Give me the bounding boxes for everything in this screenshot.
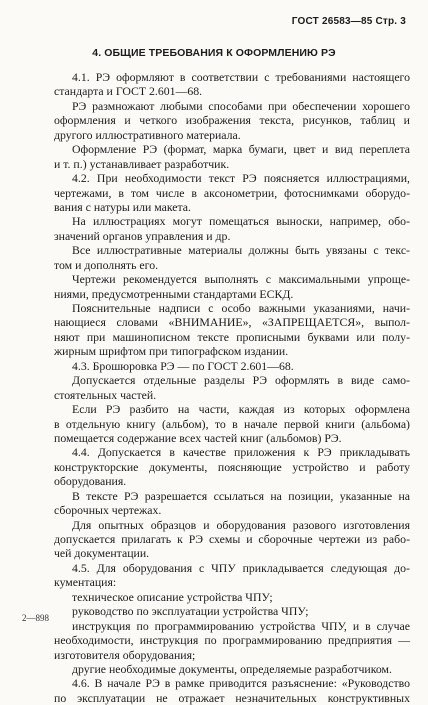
text-line: помещается содержание всех частей книг (альбомов) РЭ. [54,430,342,445]
text-line: вания с натуры или макета. [54,199,191,214]
text-line: 4.3. Брошюровка РЭ — по ГОСТ 2.601—68. [72,358,294,373]
text-line: В тексте РЭ разрешается ссылаться на позиции, указанные на [72,488,410,503]
text-line: чертежами, в том числе в аксонометрии, фотоснимками оборудо- [54,185,410,200]
text-line: оформления и четкого изображения текста, рисунков, таблиц и [54,113,410,128]
text-line: необходимости, инструкция по программированию предприятия — [54,633,410,648]
text-line: Для опытных образцов и оборудования разового изготовления [72,517,410,532]
text-line: другие необходимые документы, определяемые разработчиком. [72,661,392,676]
text-line: в отдельную книгу (альбом), то в начале первой книги (альбома) [54,416,410,431]
text-line: 4.2. При необходимости текст РЭ поясняется иллюстрациями, [72,171,410,186]
text-line: стандарта и ГОСТ 2.601—68. [54,84,203,99]
text-line: том и дополнять его. [54,257,159,272]
text-line: изготовителя оборудования; [54,647,196,662]
signature-mark: 2—898 [22,613,49,623]
body-text [54,70,410,705]
text-line: Допускается отдельные разделы РЭ оформлять в виде само- [72,373,410,388]
text-line: значений органов управления и др. [54,228,231,243]
text-line: техническое описание устройства ЧПУ; [72,589,273,604]
text-line: Если РЭ разбито на части, каждая из которых оформлена [72,402,410,417]
section-title: 4. ОБЩИЕ ТРЕБОВАНИЯ К ОФОРМЛЕНИЮ РЭ [92,47,336,59]
text-line: На иллюстрациях могут помещаться выноски, например, обо- [72,214,410,229]
text-line: чей документации. [54,546,150,561]
text-line: конструкторские документы, поясняющие устройство и работу [54,459,410,474]
text-line: по эксплуатации не отражает незначительных конструктивных [54,690,410,705]
text-line: Оформление РЭ (формат, марка бумаги, цвет и вид переплета [72,142,410,157]
text-line: оборудования. [54,474,127,489]
text-line: и т. п.) устанавливает разработчик. [54,156,230,171]
text-line: допускается прилагать к РЭ схемы и сборочные чертежи из рабо- [54,532,410,546]
text-line: Пояснительные надписи с особо важными указаниями, начи- [72,301,410,315]
text-line: няют при машинописном тексте прописными буквами или полу- [54,329,410,344]
text-line: 4.4. Допускается в качестве приложения к РЭ прикладывать [72,445,410,460]
text-line: другого иллюстративного материала. [54,127,241,142]
text-line: кументация: [54,575,117,590]
page-header: ГОСТ 26583—85 Стр. 3 [291,16,406,27]
text-line: ниями, предусмотренными стандартами ЕСКД. [54,286,294,301]
text-line: РЭ размножают любыми способами при обеспечении хорошего [72,98,410,113]
text-line: инструкция по программированию устройства ЧПУ, и в случае [72,618,410,633]
text-line: Все иллюстративные материалы должны быть увязаны с текс- [72,243,410,258]
text-line: руководство по эксплуатации устройства ЧПУ; [72,604,309,619]
text-line: 4.5. Для оборудования с ЧПУ прикладывается следующая до- [72,560,410,575]
text-line: 4.1. РЭ оформляют в соответствии с требованиями настоящего [72,70,410,84]
text-line: нающиеся словами «ВНИМАНИЕ», «ЗАПРЕЩАЕТСЯ», выпол- [54,315,410,330]
text-line: сборочных чертежах. [54,503,162,518]
text-line: Чертежи рекомендуется выполнять с максимальными упроще- [72,272,410,287]
text-line: стоятельных частей. [54,387,157,402]
text-line: жирным шрифтом при типографском издании. [54,344,289,359]
text-line: 4.6. В начале РЭ в рамке приводится разъяснение: «Руководство [72,676,410,691]
